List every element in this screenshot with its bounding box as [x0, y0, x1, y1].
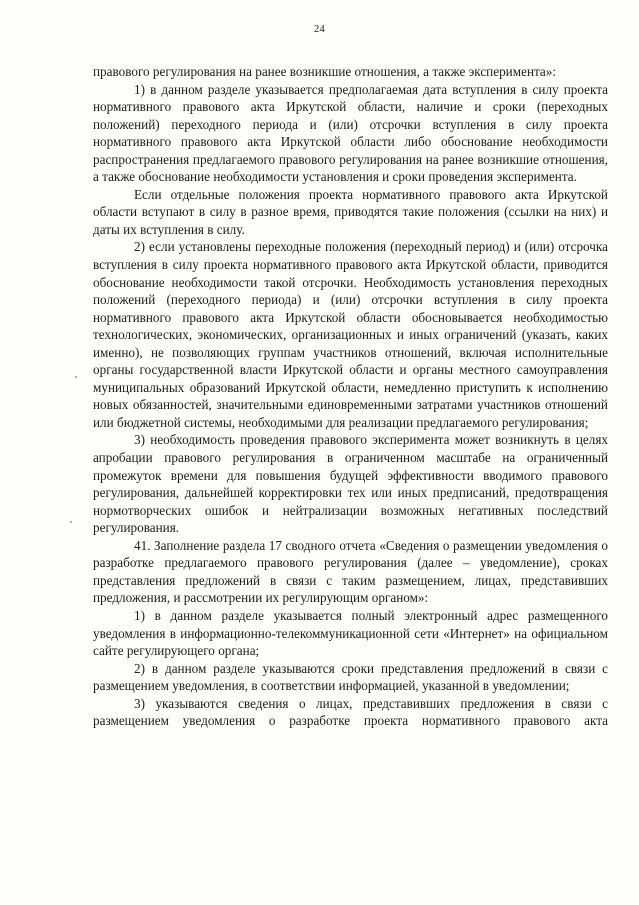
- paragraph-clause-41: 41. Заполнение раздела 17 сводного отчета «Сведения о размещении уведомления о разработке предлагаемого правового регулирования (далее – уведомление), сроках представления предложений в связи с таким размещением, лицах, представивших предложения, и рассмотрении их регулирующим органом»:: [93, 537, 608, 606]
- page-number: 24: [314, 24, 325, 35]
- paragraph-item-1: 1) в данном разделе указывается предполагаемая дата вступления в силу проекта нормативного правового акта Иркутской области, наличие и сроки (переходных положений) переходного периода и (или) отсрочки вступления в силу проекта нормативного правового акта Иркутской области либо обоснование необходимости распространения предлагаемого правового регулирования на ранее возникшие отношения, а также обоснование необходимости установления и сроки проведения эксперимента.: [93, 81, 608, 185]
- scan-speck: [75, 376, 77, 378]
- paragraph-separate-provisions: Если отдельные положения проекта нормативного правового акта Иркутской области вступают в силу в разное время, приводятся такие положения (ссылки на них) и даты их вступления в силу.: [93, 186, 608, 237]
- document-body: [93, 63, 608, 730]
- paragraph-clause-41-item-1: 1) в данном разделе указывается полный электронный адрес размещенного уведомления в информационно-телекоммуникационной сети «Интернет» на официальном сайте регулирующего органа;: [93, 607, 608, 659]
- paragraph-continuation: правового регулирования на ранее возникшие отношения, а также эксперимента»:: [93, 64, 557, 79]
- paragraph-item-3: 3) необходимость проведения правового эксперимента может возникнуть в целях апробации правового регулирования в ограниченном масштабе на ограниченный промежуток времени для повышения будущей эффективности вводимого правового регулирования, дальнейшей корректировки тех или иных предписаний, предотвращения нормотворческих ошибок и нейтрализации возможных негативных последствий регулирования.: [93, 432, 608, 536]
- paragraph-item-2: 2) если установлены переходные положения (переходный период) и (или) отсрочка вступления в силу проекта нормативного правового акта Иркутской области, приводится обоснование необходимости такой отсрочки. Необходимость установления переходных положений (переходного периода) и (или) отсрочки вступления в силу проекта нормативного правового акта Иркутской области обосновывается необходимостью технологических, экономических, организационных и иных ограничений (указать, каких именно), не позволяющих группам участников отношений, включая исполнительные органы государственной власти Иркутской области и органы местного самоуправления муниципальных образований Иркутской области, немедленно приступить к исполнению новых обязанностей, значительными единовременными затратами участников отношений или бюджетной системы, необходимыми для реализации предлагаемого регулирования;: [93, 239, 608, 430]
- paragraph-clause-41-item-2: 2) в данном разделе указываются сроки представления предложений в связи с размещением уведомления, в соответствии информацией, указанной в уведомлении;: [93, 660, 608, 694]
- scan-speck: [70, 521, 72, 523]
- paragraph-clause-41-item-3: 3) указываются сведения о лицах, представивших предложения в связи с размещением уведомления о разработке проекта нормативного правового акта: [93, 695, 608, 729]
